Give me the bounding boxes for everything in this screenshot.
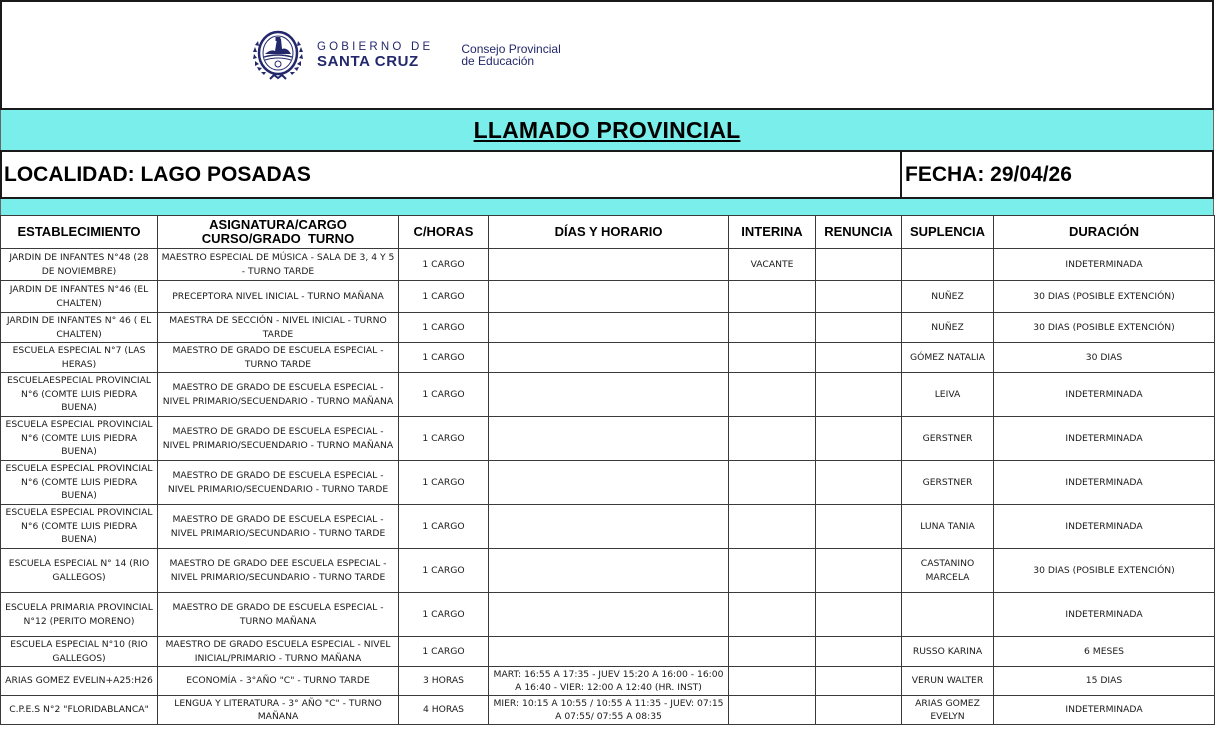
cell-suplencia — [902, 249, 994, 281]
cell-asignatura: MAESTRO DE GRADO DE ESCUELA ESPECIAL - NIVEL PRIMARIO/SECUNDARIO - TURNO TARDE — [158, 505, 399, 549]
cell-establecimiento: ESCUELA PRIMARIA PROVINCIAL N°12 (PERITO MORENO) — [1, 593, 158, 637]
info-row — [0, 150, 1214, 199]
cell-suplencia: VERUN WALTER — [902, 667, 994, 696]
cell-horas: 1 CARGO — [399, 549, 489, 593]
cell-asignatura: MAESTRO DE GRADO DE ESCUELA ESPECIAL - NIVEL PRIMARIO/SECUENDARIO - TURNO TARDE — [158, 461, 399, 505]
cell-duracion: INDETERMINADA — [994, 505, 1215, 549]
cell-interina — [729, 593, 816, 637]
cell-duracion: 30 DIAS (POSIBLE EXTENCIÓN) — [994, 549, 1215, 593]
vacancies-table — [0, 215, 1215, 725]
cell-horario: MART: 16:55 A 17:35 - JUEV 15:20 A 16:00 - 16:00 A 16:40 - VIER: 12:00 A 12:40 (HR. INST) — [489, 667, 729, 696]
gov-line1: GOBIERNO DE — [317, 40, 434, 53]
cell-suplencia: RUSSO KARINA — [902, 637, 994, 667]
cell-asignatura: PRECEPTORA NIVEL INICIAL - TURNO MAÑANA — [158, 281, 399, 313]
cell-duracion: INDETERMINADA — [994, 249, 1215, 281]
cell-renuncia — [816, 281, 902, 313]
cell-asignatura: MAESTRO DE GRADO DE ESCUELA ESPECIAL - TURNO TARDE — [158, 343, 399, 373]
cell-renuncia — [816, 696, 902, 725]
gov-wordmark — [317, 41, 433, 70]
cell-duracion: 6 MESES — [994, 637, 1215, 667]
cell-interina — [729, 343, 816, 373]
cell-establecimiento: ESCUELA ESPECIAL N°10 (RIO GALLEGOS) — [1, 637, 158, 667]
cell-interina — [729, 417, 816, 461]
cell-interina — [729, 637, 816, 667]
cell-duracion: 30 DIAS — [994, 343, 1215, 373]
cell-asignatura: ECONOMÍA - 3°AÑO "C" - TURNO TARDE — [158, 667, 399, 696]
col-header-suplencia: SUPLENCIA — [902, 216, 994, 249]
page-title: LLAMADO PROVINCIAL — [473, 116, 741, 143]
cell-horario — [489, 343, 729, 373]
table-row — [1, 667, 1215, 696]
cell-horario — [489, 281, 729, 313]
cell-renuncia — [816, 637, 902, 667]
cell-duracion: 15 DIAS — [994, 667, 1215, 696]
cell-renuncia — [816, 505, 902, 549]
cell-suplencia — [902, 593, 994, 637]
cell-horas: 1 CARGO — [399, 637, 489, 667]
cell-horario — [489, 249, 729, 281]
cell-horas: 1 CARGO — [399, 461, 489, 505]
cell-establecimiento: ESCUELAESPECIAL PROVINCIAL N°6 (COMTE LUIS PIEDRA BUENA) — [1, 373, 158, 417]
cell-asignatura: LENGUA Y LITERATURA - 3° AÑO "C" - TURNO MAÑANA — [158, 696, 399, 725]
cell-horas: 1 CARGO — [399, 249, 489, 281]
cell-suplencia: NUÑEZ — [902, 313, 994, 343]
table-row — [1, 593, 1215, 637]
cell-renuncia — [816, 313, 902, 343]
provincial-crest-icon — [251, 27, 305, 83]
cell-establecimiento: ARIAS GOMEZ EVELIN+A25:H26 — [1, 667, 158, 696]
cell-suplencia: GERSTNER — [902, 417, 994, 461]
cell-renuncia — [816, 343, 902, 373]
cell-suplencia: NUÑEZ — [902, 281, 994, 313]
cell-interina — [729, 696, 816, 725]
cell-interina — [729, 373, 816, 417]
cell-horas: 1 CARGO — [399, 373, 489, 417]
cell-renuncia — [816, 667, 902, 696]
localidad-label: LOCALIDAD: LAGO POSADAS — [2, 152, 902, 197]
cell-duracion: INDETERMINADA — [994, 373, 1215, 417]
cell-interina: VACANTE — [729, 249, 816, 281]
cell-asignatura: MAESTRO DE GRADO DEE ESCUELA ESPECIAL - NIVEL PRIMARIO/SECUNDARIO - TURNO TARDE — [158, 549, 399, 593]
cell-asignatura: MAESTRA DE SECCIÓN - NIVEL INICIAL - TURNO TARDE — [158, 313, 399, 343]
cell-horas: 1 CARGO — [399, 281, 489, 313]
cell-renuncia — [816, 249, 902, 281]
consejo-line1: Consejo Provincial — [461, 42, 561, 56]
spacer-band — [0, 199, 1214, 216]
cell-establecimiento: ESCUELA ESPECIAL N°7 (LAS HERAS) — [1, 343, 158, 373]
cell-establecimiento: ESCUELA ESPECIAL PROVINCIAL N°6 (COMTE LUIS PIEDRA BUENA) — [1, 461, 158, 505]
consejo-wordmark — [461, 43, 560, 67]
fecha-label: FECHA: 29/04/26 — [905, 162, 1072, 186]
cell-asignatura: MAESTRO DE GRADO ESCUELA ESPECIAL - NIVEL INICIAL/PRIMARIO - TURNO MAÑANA — [158, 637, 399, 667]
table-row — [1, 249, 1215, 281]
table-row — [1, 343, 1215, 373]
cell-suplencia: GERSTNER — [902, 461, 994, 505]
cell-interina — [729, 281, 816, 313]
table-row — [1, 281, 1215, 313]
cell-horario — [489, 313, 729, 343]
gov-line2: SANTA CRUZ — [317, 52, 419, 70]
cell-suplencia: CASTANINO MARCELA — [902, 549, 994, 593]
cell-horario — [489, 637, 729, 667]
cell-renuncia — [816, 593, 902, 637]
cell-suplencia: LUNA TANIA — [902, 505, 994, 549]
cell-horario — [489, 373, 729, 417]
cell-asignatura: MAESTRO DE GRADO DE ESCUELA ESPECIAL - NIVEL PRIMARIO/SECUENDARIO - TURNO MAÑANA — [158, 373, 399, 417]
cell-interina — [729, 667, 816, 696]
cell-horario — [489, 461, 729, 505]
cell-horario — [489, 549, 729, 593]
cell-establecimiento: JARDIN DE INFANTES N°46 (EL CHALTEN) — [1, 281, 158, 313]
col-header-asignatura-line2: CURSO/GRADO TURNO — [201, 231, 355, 246]
col-header-horas: C/HORAS — [399, 216, 489, 249]
cell-duracion: INDETERMINADA — [994, 696, 1215, 725]
cell-duracion: 30 DIAS (POSIBLE EXTENCIÓN) — [994, 281, 1215, 313]
cell-horas: 3 HORAS — [399, 667, 489, 696]
cell-interina — [729, 461, 816, 505]
cell-renuncia — [816, 461, 902, 505]
cell-horas: 1 CARGO — [399, 313, 489, 343]
cell-renuncia — [816, 373, 902, 417]
col-header-asignatura-line1: ASIGNATURA/CARGO — [209, 217, 347, 232]
table-row — [1, 549, 1215, 593]
cell-renuncia — [816, 549, 902, 593]
col-header-renuncia: RENUNCIA — [816, 216, 902, 249]
cell-suplencia: GÓMEZ NATALIA — [902, 343, 994, 373]
table-row — [1, 373, 1215, 417]
cell-duracion: INDETERMINADA — [994, 461, 1215, 505]
table-header-row — [1, 216, 1215, 249]
cell-horario — [489, 417, 729, 461]
col-header-asignatura — [158, 216, 399, 249]
col-header-interina: INTERINA — [729, 216, 816, 249]
cell-establecimiento: C.P.E.S N°2 "FLORIDABLANCA" — [1, 696, 158, 725]
cell-asignatura: MAESTRO ESPECIAL DE MÚSICA - SALA DE 3, 4 Y 5 - TURNO TARDE — [158, 249, 399, 281]
cell-horario: MIER: 10:15 A 10:55 / 10:55 A 11:35 - JUEV: 07:15 A 07:55/ 07:55 A 08:35 — [489, 696, 729, 725]
cell-horario — [489, 593, 729, 637]
cell-horario — [489, 505, 729, 549]
col-header-duracion: DURACIÓN — [994, 216, 1215, 249]
cell-establecimiento: ESCUELA ESPECIAL PROVINCIAL N°6 (COMTE LUIS PIEDRA BUENA) — [1, 417, 158, 461]
cell-interina — [729, 313, 816, 343]
table-row — [1, 637, 1215, 667]
cell-interina — [729, 549, 816, 593]
cell-duracion: INDETERMINADA — [994, 593, 1215, 637]
table-row — [1, 417, 1215, 461]
cell-horas: 1 CARGO — [399, 343, 489, 373]
cell-establecimiento: ESCUELA ESPECIAL PROVINCIAL N°6 (COMTE LUIS PIEDRA BUENA) — [1, 505, 158, 549]
cell-suplencia: LEIVA — [902, 373, 994, 417]
header-box — [0, 0, 1214, 110]
cell-interina — [729, 505, 816, 549]
col-header-establecimiento: ESTABLECIMIENTO — [1, 216, 158, 249]
government-logo — [251, 26, 561, 84]
consejo-line2: de Educación — [461, 54, 535, 68]
cell-establecimiento: JARDIN DE INFANTES N° 46 ( EL CHALTEN) — [1, 313, 158, 343]
cell-horas: 1 CARGO — [399, 505, 489, 549]
cell-horas: 4 HORAS — [399, 696, 489, 725]
cell-establecimiento: JARDIN DE INFANTES N°48 (28 DE NOVIEMBRE) — [1, 249, 158, 281]
table-row — [1, 505, 1215, 549]
cell-asignatura: MAESTRO DE GRADO DE ESCUELA ESPECIAL - NIVEL PRIMARIO/SECUENDARIO - TURNO MAÑANA — [158, 417, 399, 461]
table-row — [1, 313, 1215, 343]
cell-suplencia: ARIAS GOMEZ EVELYN — [902, 696, 994, 725]
cell-horas: 1 CARGO — [399, 417, 489, 461]
cell-asignatura: MAESTRO DE GRADO DE ESCUELA ESPECIAL - TURNO MAÑANA — [158, 593, 399, 637]
cell-horas: 1 CARGO — [399, 593, 489, 637]
cell-duracion: 30 DIAS (POSIBLE EXTENCIÓN) — [994, 313, 1215, 343]
cell-duracion: INDETERMINADA — [994, 417, 1215, 461]
title-band — [0, 110, 1214, 150]
cell-renuncia — [816, 417, 902, 461]
cell-establecimiento: ESCUELA ESPECIAL N° 14 (RIO GALLEGOS) — [1, 549, 158, 593]
table-row — [1, 461, 1215, 505]
table-row — [1, 696, 1215, 725]
col-header-horario: DÍAS Y HORARIO — [489, 216, 729, 249]
